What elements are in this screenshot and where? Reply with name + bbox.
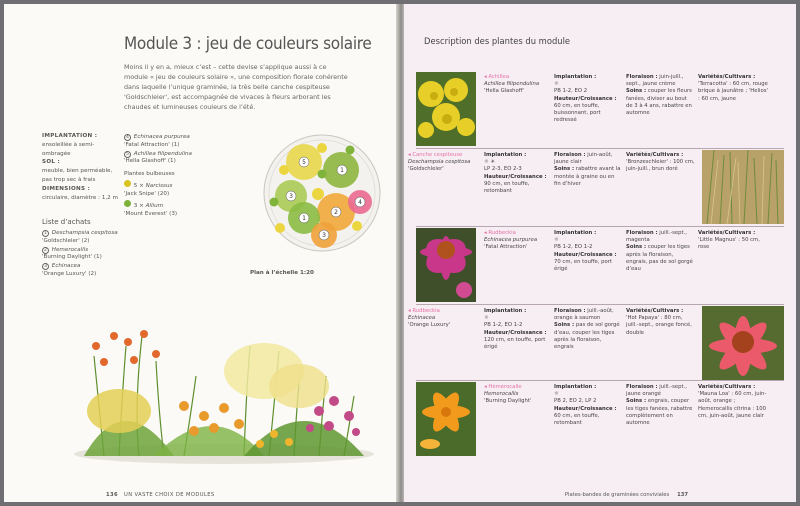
implantation-codes: LP 2-3, EO 2-3 bbox=[484, 166, 522, 173]
varieties-value: 'Mauna Loa' : 60 cm, juin-août, orange ; Hemerocallis citrina : 100 cm, juin-août, jaune clair bbox=[698, 391, 767, 419]
plant-common-name-text: Achillea bbox=[488, 74, 510, 80]
flowering-value: juill.-sept., jaune orangé bbox=[626, 384, 687, 398]
plant-varieties-block bbox=[698, 74, 770, 103]
implantation-label: Implantation : bbox=[554, 384, 597, 390]
sol-label: SOL : bbox=[42, 159, 61, 166]
list-item bbox=[42, 230, 127, 245]
garden-bed-illustration bbox=[64, 316, 384, 466]
plant-site-block bbox=[554, 74, 622, 124]
varieties-value: 'Little Magnus' : 50 cm, rose bbox=[698, 237, 760, 251]
bulb-detail: 'Jack Snipe' (20) bbox=[124, 191, 170, 198]
plant-latin-name: Echinacea bbox=[408, 315, 436, 322]
height-label: Hauteur/Croissance : bbox=[484, 329, 547, 336]
site-info bbox=[42, 132, 122, 202]
plant-detail: 'Burning Daylight' (1) bbox=[42, 254, 102, 261]
height-label: Hauteur/Croissance : bbox=[554, 251, 617, 258]
module-title: Module 3 : jeu de couleurs solaire bbox=[124, 34, 372, 54]
sun-icon: ☼ bbox=[554, 81, 559, 88]
sun-icon: ☼ bbox=[554, 237, 559, 244]
purchase-list-continued bbox=[124, 134, 219, 220]
intro-paragraph: Moins il y en a, mieux c’est – cette devise s’applique aussi à ce module « jeu de couleurs solaire », une composition florale cohérente dans laquelle l’unique graminée, la très belle canche cespiteuse 'Goldschleier', est accompagnée de vivaces à fleurs arborant les chaudes et lumineuses couleurs de l’été. bbox=[124, 63, 348, 111]
implantation-codes: PB 2, EO 2, LP 2 bbox=[554, 398, 597, 405]
bulb-name: Allium bbox=[145, 203, 164, 210]
care-label: Soins : bbox=[626, 88, 647, 95]
bulb-marker-yellow bbox=[124, 180, 131, 187]
planting-plan-diagram bbox=[262, 130, 382, 256]
item-number: 5 bbox=[124, 151, 131, 158]
plant-latin-name: Deschampsia cespitosa bbox=[408, 159, 471, 166]
plant-common-name: ◂ Achillea bbox=[484, 74, 510, 80]
varieties-value: 'Terracotta' : 60 cm, rouge brique à jaunâtre ; 'Helios' : 60 cm, jaune bbox=[698, 81, 768, 102]
purchase-list bbox=[42, 230, 127, 280]
plant-detail: 'Fatal Attraction' (1) bbox=[124, 141, 180, 148]
care-value: engrais, couper les tiges fanées, rabattre complètement en automne bbox=[626, 398, 693, 427]
svg-text:1: 1 bbox=[340, 167, 344, 174]
plant-care-block bbox=[554, 152, 622, 188]
plant-name: Hemerocallis bbox=[51, 246, 89, 253]
bulb-detail: 'Mount Everest' (3) bbox=[124, 210, 178, 217]
care-value: couper les fleurs fanées, diviser au bout de 3 à 4 ans, rabattre en automne bbox=[626, 88, 692, 117]
bulbs-title: Plantes bulbeuses bbox=[124, 170, 175, 177]
plant-common-name: ◂ Rudbeckia bbox=[484, 230, 516, 236]
plant-cultivar: 'Fatal Attraction' bbox=[484, 244, 528, 251]
row-divider bbox=[416, 226, 784, 227]
right-page bbox=[404, 4, 796, 502]
item-number: 4 bbox=[124, 134, 131, 141]
flowering-label: Floraison : bbox=[626, 230, 658, 236]
sun-icon: ☼ bbox=[554, 391, 559, 398]
flowering-label: Floraison : bbox=[626, 384, 658, 390]
running-head: Plates-bandes de graminées conviviales bbox=[564, 492, 670, 498]
running-head: UN VASTE CHOIX DE MODULES bbox=[124, 492, 215, 498]
plant-common-name-text: Rudbeckia bbox=[488, 230, 516, 236]
row-divider bbox=[416, 148, 784, 149]
height-label: Hauteur/Croissance : bbox=[554, 95, 617, 102]
svg-text:3: 3 bbox=[289, 193, 293, 200]
plant-latin-name: Echinacea purpurea bbox=[484, 237, 538, 244]
plant-row-hemerocallis bbox=[404, 382, 796, 458]
plant-name: Achillea filipendulina bbox=[133, 150, 192, 157]
plant-cultivar: 'Orange Luxury' bbox=[408, 322, 451, 329]
sun-icon: ☼ bbox=[484, 315, 489, 322]
varieties-label: Variétés/Cultivars : bbox=[626, 308, 684, 314]
plant-name-block bbox=[484, 384, 550, 406]
height-value: 70 cm, en touffe, port érigé bbox=[554, 258, 612, 273]
plant-cultivar: 'Hella Glashoff' bbox=[484, 88, 524, 95]
echinacea-orange-photo bbox=[702, 306, 784, 380]
care-label: Soins : bbox=[554, 322, 575, 329]
plant-cultivar: 'Burning Daylight' bbox=[484, 398, 532, 405]
plant-care-block bbox=[626, 74, 694, 117]
care-value: pas de sol gorgé d’eau, couper les tiges après la floraison, engrais bbox=[554, 322, 620, 351]
plant-row-achillea bbox=[404, 72, 796, 148]
bulb-marker-green bbox=[124, 200, 131, 207]
description-title: Description des plantes du module bbox=[424, 36, 571, 46]
varieties-value: 'Hot Papaya' : 80 cm, juill.-sept., orange foncé, double bbox=[626, 315, 692, 336]
svg-text:2: 2 bbox=[334, 209, 338, 216]
plant-care-block bbox=[626, 384, 694, 427]
plant-site-block bbox=[484, 308, 552, 351]
varieties-label: Variétés/Cultivars : bbox=[698, 230, 756, 236]
plant-care-block bbox=[554, 308, 622, 351]
plant-common-name: ◂ Hémérocalle bbox=[484, 384, 522, 390]
implantation-label: Implantation : bbox=[554, 230, 597, 236]
plant-detail: 'Hella Glashoff' (1) bbox=[124, 158, 176, 165]
left-folio bbox=[106, 492, 215, 498]
care-label: Soins : bbox=[626, 244, 647, 251]
plant-common-name: ◂ Rudbeckia bbox=[408, 308, 440, 314]
bulb-name: Narcissus bbox=[145, 183, 173, 190]
flowering-label: Floraison : bbox=[626, 74, 658, 80]
implantation-value: ensoleillée à semi-ombragée bbox=[42, 141, 95, 157]
row-divider bbox=[416, 304, 784, 305]
plant-varieties-block bbox=[626, 308, 696, 337]
plant-detail: 'Goldschleier' (2) bbox=[42, 237, 90, 244]
flowering-value: juin-juill., sept., jaune crème bbox=[626, 74, 684, 88]
plant-name: Echinacea bbox=[51, 263, 81, 270]
plant-common-name-text: Hémérocalle bbox=[488, 384, 522, 390]
implantation-label: Implantation : bbox=[554, 74, 597, 80]
bulb-count: 3 × bbox=[133, 203, 146, 210]
height-label: Hauteur/Croissance : bbox=[484, 173, 547, 180]
care-label: Soins : bbox=[626, 398, 647, 405]
svg-text:3: 3 bbox=[322, 232, 326, 239]
plant-name-block bbox=[408, 308, 478, 330]
item-number: 2 bbox=[42, 247, 49, 254]
care-label: Soins : bbox=[554, 166, 575, 173]
plant-common-name-text: Canche cespiteuse bbox=[412, 152, 463, 158]
plant-latin-name: Hemerocallis bbox=[484, 391, 519, 398]
flowering-label: Floraison : bbox=[554, 308, 586, 314]
height-value: 60 cm, en touffe, buissonnant, port redressé bbox=[554, 102, 601, 124]
page-number: 136 bbox=[106, 492, 119, 498]
plant-common-name-text: Rudbeckia bbox=[412, 308, 440, 314]
height-label: Hauteur/Croissance : bbox=[554, 405, 617, 412]
sun-icon: ☼ ☀ bbox=[484, 159, 496, 166]
plant-varieties-block bbox=[698, 384, 770, 420]
care-value: couper les tiges après la floraison, engrais, pas de sol gorgé d’eau bbox=[626, 244, 693, 273]
plant-care-block bbox=[626, 230, 694, 273]
plant-name-block bbox=[408, 152, 478, 174]
list-item bbox=[42, 247, 127, 262]
purchase-list-title: Liste d’achats bbox=[42, 218, 91, 226]
plant-common-name: ◂ Canche cespiteuse bbox=[408, 152, 463, 158]
implantation-codes: PB 1-2, EO 1-2 bbox=[484, 322, 523, 329]
height-value: 90 cm, en touffe, retombant bbox=[484, 180, 530, 195]
flowering-value: juill.-août, orange à saumon bbox=[554, 308, 614, 322]
item-number: 3 bbox=[42, 263, 49, 270]
right-folio bbox=[565, 492, 688, 498]
plant-latin-name: Achillea filipendulina bbox=[484, 81, 540, 88]
implantation-codes: PB 1-2, EO 1-2 bbox=[554, 244, 593, 251]
plant-detail: 'Orange Luxury' (2) bbox=[42, 270, 97, 277]
left-page bbox=[4, 4, 400, 502]
implantation-label: IMPLANTATION : bbox=[42, 133, 98, 139]
flowering-value: juill.-sept., magenta bbox=[626, 230, 687, 244]
plant-name-block bbox=[484, 74, 550, 96]
list-item bbox=[124, 134, 219, 149]
plant-name-block bbox=[484, 230, 550, 252]
list-item bbox=[124, 200, 219, 218]
sol-value: meuble, bien perméable, pas trop sec à frais bbox=[42, 168, 113, 183]
implantation-label: Implantation : bbox=[484, 308, 527, 314]
plant-varieties-block bbox=[626, 152, 696, 174]
care-value: rabattre avant la montée à graine ou en fin d’hiver bbox=[554, 166, 621, 187]
dimensions-value: circulaire, diamètre : 1,2 m bbox=[42, 194, 118, 201]
list-item bbox=[124, 180, 219, 198]
svg-text:1: 1 bbox=[302, 215, 306, 222]
plant-site-block bbox=[554, 384, 622, 427]
plant-site-block bbox=[484, 152, 552, 195]
plan-scale-label: Plan à l’échelle 1:20 bbox=[250, 270, 314, 276]
plant-name: Deschampsia cespitosa bbox=[51, 230, 118, 236]
page-number: 137 bbox=[677, 492, 688, 498]
plant-name: Echinacea purpurea bbox=[133, 134, 190, 140]
list-item bbox=[42, 263, 127, 278]
plant-row-echinacea-orange bbox=[404, 306, 796, 382]
height-value: 60 cm, en touffe, retombant bbox=[554, 412, 600, 427]
varieties-label: Variétés/Cultivars : bbox=[698, 74, 756, 80]
implantation-label: Implantation : bbox=[484, 152, 527, 158]
plant-cultivar: 'Goldschleier' bbox=[408, 166, 444, 173]
implantation-codes: PB 1-2, EO 2 bbox=[554, 88, 588, 95]
row-divider bbox=[416, 380, 784, 381]
plant-row-echinacea-purpurea bbox=[404, 228, 796, 304]
flowering-label: Floraison : bbox=[554, 152, 586, 158]
height-value: 120 cm, en touffe, port érigé bbox=[484, 336, 546, 351]
deschampsia-photo bbox=[702, 150, 784, 224]
hemerocallis-photo bbox=[416, 382, 476, 456]
flowering-value: juin-août, jaune clair bbox=[554, 152, 613, 166]
achillea-photo bbox=[416, 72, 476, 146]
plant-varieties-block bbox=[698, 230, 770, 252]
varieties-label: Variétés/Cultivars : bbox=[698, 384, 756, 390]
varieties-value: 'Bronzeschleier' : 100 cm, juin-juill., brun doré bbox=[626, 159, 695, 173]
dimensions-label: DIMENSIONS : bbox=[42, 185, 91, 192]
echinacea-purpurea-photo bbox=[416, 228, 476, 302]
varieties-label: Variétés/Cultivars : bbox=[626, 152, 684, 158]
item-number: 1 bbox=[42, 230, 49, 237]
plant-site-block bbox=[554, 230, 622, 273]
plant-row-deschampsia bbox=[404, 150, 796, 226]
bulb-count: 5 × bbox=[133, 183, 146, 190]
svg-text:4: 4 bbox=[358, 199, 362, 206]
list-item bbox=[124, 151, 219, 166]
svg-text:5: 5 bbox=[302, 159, 306, 166]
